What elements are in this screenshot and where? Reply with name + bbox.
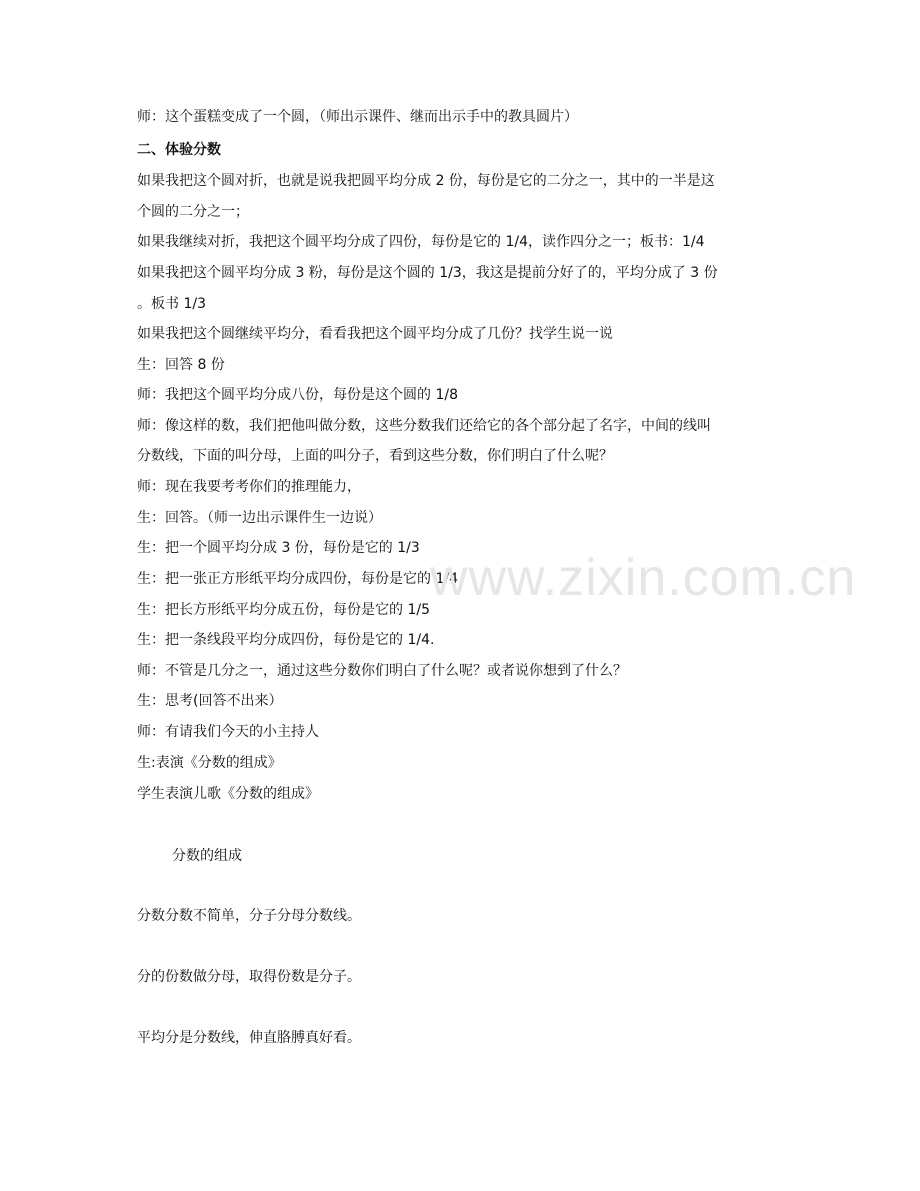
- dialogue-line: 生：把一张正方形纸平均分成四份，每份是它的 1/4: [137, 571, 458, 587]
- section-heading: 二、体验分数: [137, 142, 221, 158]
- dialogue-line: 分数线，下面的叫分母，上面的叫分子，看到这些分数，你们明白了什么呢？: [137, 448, 613, 464]
- dialogue-line: 生:表演《分数的组成》: [137, 755, 282, 771]
- poem-line: 分数分数不简单，分子分母分数线。: [137, 908, 361, 924]
- dialogue-line: 师：我把这个圆平均分成八份，每份是这个圆的 1/8: [137, 387, 458, 403]
- paragraph-line: 如果我把这个圆继续平均分，看看我把这个圆平均分成了几份？找学生说一说: [137, 326, 613, 342]
- paragraph-line: 个圆的二分之一；: [137, 204, 249, 220]
- poem-line: 分的份数做分母，取得份数是分子。: [137, 969, 361, 985]
- poem-line: 平均分是分数线，伸直胳膊真好看。: [137, 1030, 361, 1046]
- watermark: www.zixin.com.cn: [430, 549, 857, 607]
- poem-title: 分数的组成: [172, 848, 242, 864]
- dialogue-line: 师：像这样的数，我们把他叫做分数，这些分数我们还给它的各个部分起了名字，中间的线叫: [137, 418, 711, 434]
- paragraph-line: 如果我把这个圆平均分成 3 粉，每份是这个圆的 1/3，我这是提前分好了的，平均分成了 3 份: [137, 265, 718, 281]
- dialogue-line: 师：这个蛋糕变成了一个圆，（师出示课件、继而出示手中的教具圆片）: [137, 109, 578, 125]
- paragraph-line: 如果我继续对折，我把这个圆平均分成了四份，每份是它的 1/4，读作四分之一；板书：1/4: [137, 234, 705, 250]
- dialogue-line: 师：有请我们今天的小主持人: [137, 724, 319, 740]
- dialogue-line: 师：不管是几分之一，通过这些分数你们明白了什么呢？或者说你想到了什么？: [137, 663, 627, 679]
- dialogue-line: 师：现在我要考考你们的推理能力，: [137, 479, 361, 495]
- paragraph-line: 学生表演儿歌《分数的组成》: [137, 786, 319, 802]
- dialogue-line: 生：把一个圆平均分成 3 份，每份是它的 1/3: [137, 540, 420, 556]
- paragraph-line: 如果我把这个圆对折，也就是说我把圆平均分成 2 份，每份是它的二分之一，其中的一半是这: [137, 173, 715, 189]
- dialogue-line: 生：把一条线段平均分成四份，每份是它的 1/4.: [137, 632, 435, 648]
- dialogue-line: 生：回答 8 份: [137, 357, 225, 373]
- dialogue-line: 生：回答。（师一边出示课件生一边说）: [137, 510, 382, 526]
- paragraph-line: 。板书 1/3: [137, 296, 206, 312]
- dialogue-line: 生：把长方形纸平均分成五份，每份是它的 1/5: [137, 602, 430, 618]
- dialogue-line: 生：思考(回答不出来）: [137, 693, 283, 709]
